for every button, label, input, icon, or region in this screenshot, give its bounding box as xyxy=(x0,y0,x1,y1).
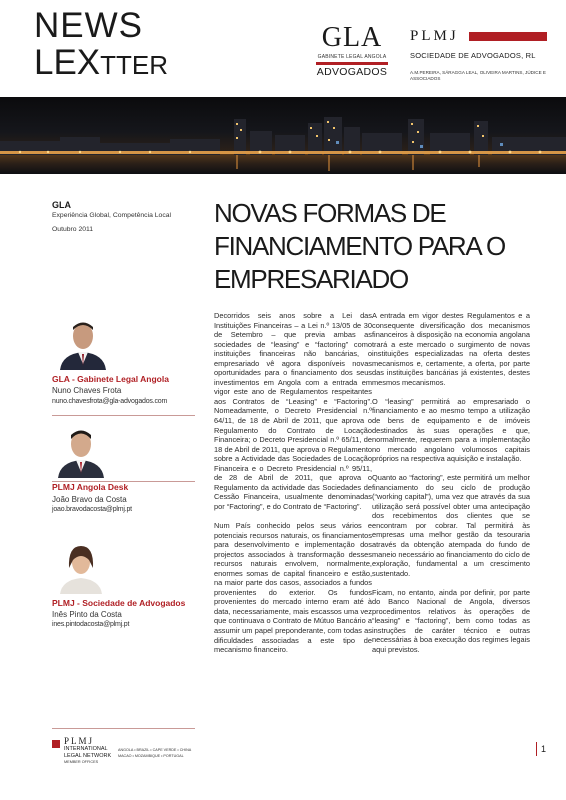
paragraph: Quanto ao “factoring”, este permitirá um melhor financiamento do seu ciclo de produção (“working capital”), uma vez que através da sua utilização será possível obter uma antecipação dos recebimentos dos clientes que se encontram por cobrar. Tal permitirá às empresas uma melhor gestão da tesouraria através da obtenção atempada do fundo de maneio necessário ao financiamento do ciclo de exploração, fundamental a um crescimento sustentado. xyxy=(372,473,530,578)
footer-network-name xyxy=(64,746,111,759)
contact-email[interactable]: joao.bravodacosta@plmj.pt xyxy=(52,506,132,513)
issue-date: Outubro 2011 xyxy=(52,226,94,233)
footer-plmj: PLMJ xyxy=(64,736,95,746)
plmj-society: SOCIEDADE DE ADVOGADOS, RL xyxy=(410,51,536,60)
tagline: Experiência Global, Competência Local xyxy=(52,212,172,219)
divider xyxy=(52,415,195,416)
portrait-photo xyxy=(56,538,106,594)
plmj-associates: A.M.PEREIRA, SÁRAGGA LEAL, OLIVEIRA MARTINS, JÚDICE E ASSOCIADOS xyxy=(410,70,546,82)
article-headline: NOVAS FORMAS DE FINANCIAMENTO PARA O EMPRESARIADO xyxy=(214,198,505,294)
paragraph: A entrada em vigor destes Regulamentos e a consequente diversificação dos mecanismos financeiros à disposição na economia angolana trará a este mercado o surgimento de novas instituições especializadas na oferta destes mecanismos e, certamente, a oferta, por parte das instituições bancárias já existentes, destes mesmos mecanismos. xyxy=(372,311,530,387)
title-tter: TTER xyxy=(100,50,169,80)
plmj-logo xyxy=(410,28,560,82)
paragraph: Ficam, no entanto, ainda por definir, por parte do Banco Nacional de Angola, diversos procedimentos relativos às operações de “leasing” e “factoring”, bem como todas as instruções de caráter técnico e outras necessárias à boa execução dos regimes legais aqui previstos. xyxy=(372,587,530,654)
contact-email[interactable]: ines.pintodacosta@plmj.pt xyxy=(52,621,130,628)
portrait-photo xyxy=(56,422,106,478)
left-meta xyxy=(52,200,202,233)
footer-member: MEMBER OFFICES xyxy=(64,760,99,764)
page-number-bar xyxy=(536,742,537,756)
paragraph: O “leasing” permitirá ao empresariado o financiamento e ao mesmo tempo a utilização de bens de equipamento e de imóveis destinados às suas operações e que, normalmente, requerem para a implementação no mercado angolano volumosos capitais próprios na respectiva aquisição e instalação. xyxy=(372,396,530,464)
title-lex: LEX xyxy=(34,43,101,82)
plmj-logo-bar xyxy=(469,32,547,41)
divider xyxy=(52,481,195,482)
plmj-logo-name: PLMJ xyxy=(410,28,459,44)
gla-logo-bar xyxy=(316,62,388,65)
contact-name: Nuno Chaves Frota xyxy=(52,386,122,395)
article-column-2 xyxy=(372,311,530,664)
city-skyline-image xyxy=(0,97,566,174)
portrait-photo xyxy=(58,314,108,370)
city-skyline-banner xyxy=(0,97,566,174)
title-news: NEWS xyxy=(34,6,143,45)
contact-role: GLA - Gabinete Legal Angola xyxy=(52,374,169,384)
gla-logo-advogados: ADVOGADOS xyxy=(316,66,388,78)
contact-role: PLMJ - Sociedade de Advogados xyxy=(52,598,186,608)
gla-logo xyxy=(312,24,392,78)
network-mark-icon xyxy=(52,740,60,748)
article-column-1 xyxy=(214,311,372,664)
footer-cities-line1: ANGOLA • BRAZIL • CAPE VERDE • CHINA xyxy=(118,748,192,752)
title-lexter xyxy=(34,45,168,80)
page-number: 1 xyxy=(541,744,547,754)
footer-network-line2: LEGAL NETWORK xyxy=(64,752,112,759)
footer-network-line1: INTERNATIONAL xyxy=(64,746,108,752)
contact-email[interactable]: nuno.chavesfrota@gla-advogados.com xyxy=(52,398,168,405)
contact-role: PLMJ Angola Desk xyxy=(52,482,129,492)
newsletter-title xyxy=(34,8,168,80)
contact-name: Inês Pinto da Costa xyxy=(52,610,122,619)
paragraph: Decorridos seis anos sobre a Lei das Instituições Financeiras – a Lei n.º 13/05 de 30 de Setembro – que previa ambas as sociedades de “leasing” e “factoring” como instituições financeiras não bancárias, o empresariado vê agora disponíveis novas oportunidades para o financiamento dos seus investimentos em Angola com a entrada em vigor este ano de Regulamentos respeitantes aos Contratos de “Leasing” e “Factoring”. Nomeadamente, o Decreto Presidencial n.º 64/11, de 18 de Abril de 2011, que aprova o Regulamento do Contrato de Locação Financeira; o Decreto Presidencial n.º 65/11, de 18 de Abril de 2011, que aprova o Regulamento sobre a Actividade das Sociedades de Locação Financeira e o Decreto Presidencial n.º 95/11, de 28 de Abril de 2011, que aprova o Regulamento da actividade das Sociedades de Cessão Financeira, usualmente denominadas por “Factoring”, e do Contrato de “Factoring”. xyxy=(214,311,372,511)
footer-cities-line2: MACAO • MOZAMBIQUE • PORTUGAL xyxy=(118,753,184,758)
gla-logo-name: GLA xyxy=(321,22,383,53)
contact-name: João Bravo da Costa xyxy=(52,495,127,504)
paragraph: Num País conhecido pelos seus vários e potenciais recursos naturais, os financiamentos para desenvolvimento e implementação dos projectos associados à transformação desses recursos naturais envolvem, normalmente, enormes somas de capital financeiro e estão, na maior parte dos casos, associados a fundos provenientes do exterior. Os fundos provenientes do mercado interno eram até à data, necessariamente, mais escassos uma vez que continuava o Contrato de Mútuo Bancário a assumir um papel preponderante, com todas as dificuldades associadas a este tipo de mecanismo financeiro. xyxy=(214,520,372,655)
divider xyxy=(52,728,195,729)
org-name: GLA xyxy=(52,200,71,210)
footer-cities xyxy=(118,748,191,759)
gla-logo-subtitle: GABINETE LEGAL ANGOLA xyxy=(317,54,387,60)
